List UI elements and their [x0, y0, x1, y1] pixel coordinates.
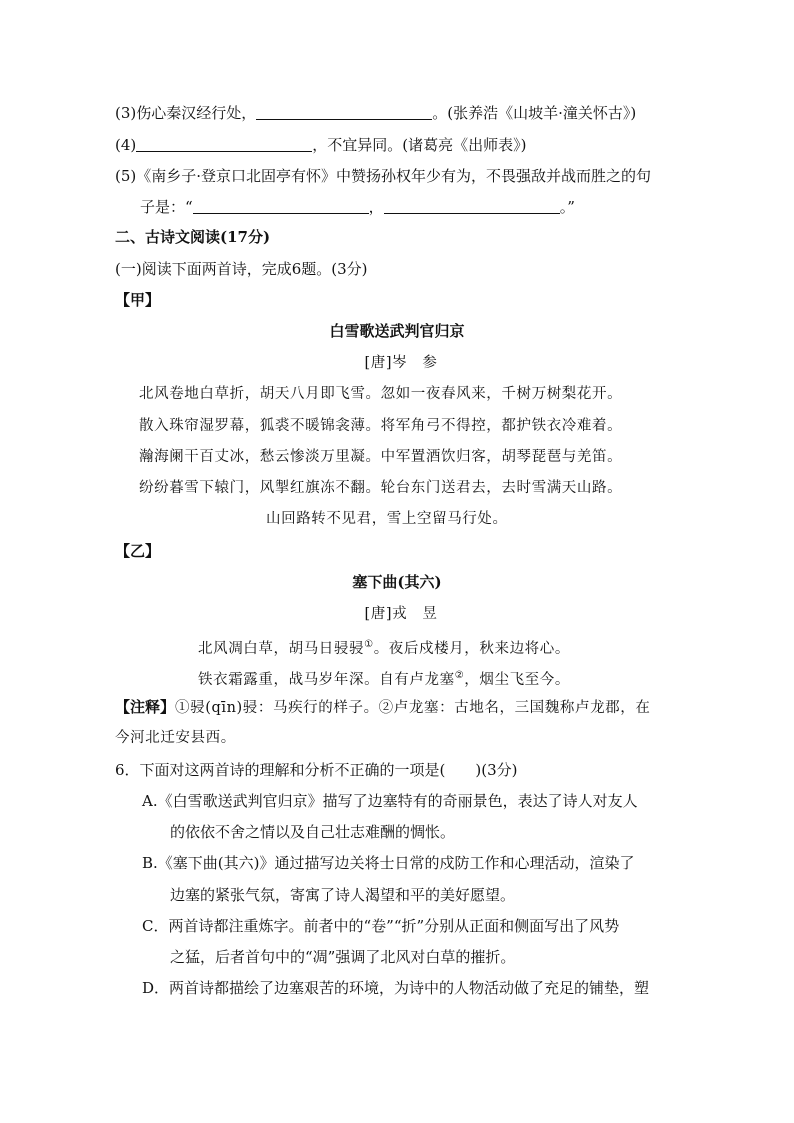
notes-text-1: ①骎(qīn)骎：马疾行的样子。②卢龙塞：古地名，三国魏称卢龙郡，在: [175, 700, 651, 716]
poem-b-title: 塞下曲(其六): [352, 573, 442, 591]
notes-line-1: [115, 697, 651, 718]
option-a-line-2[interactable]: 的依依不舍之情以及自己壮志难酬的惆怅。: [170, 823, 456, 841]
section-instruction: (一)阅读下面两首诗，完成6题。(3分): [115, 260, 368, 278]
question-4: [115, 135, 526, 155]
section-heading: 二、古诗文阅读(17分): [115, 228, 271, 246]
poem-a-line: 山回路转不见君，雪上空留马行处。: [266, 511, 508, 527]
question-6-stem: 6．下面对这两首诗的理解和分析不正确的一项是( )(3分): [115, 761, 518, 779]
poem-b-line-2-rest: ，烟尘飞至今。: [464, 671, 570, 688]
q4-suffix: ，不宜异同。(诸葛亮《出师表》): [312, 136, 527, 154]
poem-a-line: 散入珠帘湿罗幕，狐裘不暖锦衾薄。将军角弓不得控，都护铁衣冷难着。: [139, 418, 623, 434]
q5-prefix: 子是：“: [140, 198, 193, 216]
q5-middle: ，: [368, 198, 384, 216]
q3-suffix: 。(张养浩《山坡羊·潼关怀古》): [432, 104, 637, 122]
q5-blank-1[interactable]: [193, 198, 369, 214]
poem-a-line: 北风卷地白草折，胡天八月即飞雪。忽如一夜春风来，千树万树梨花开。: [139, 386, 623, 402]
q4-prefix: (4): [115, 136, 137, 154]
poem-a-line: 瀚海阑干百丈冰，愁云惨淡万里凝。中军置酒饮归客，胡琴琵琶与羌笛。: [139, 449, 623, 465]
poem-b-line-1-rest: 。夜后戍楼月，秋来边将心。: [373, 640, 570, 657]
footnote-marker: ①: [364, 639, 374, 650]
option-b-line-2[interactable]: 边塞的紧张气氛，寄寓了诗人渴望和平的美好愿望。: [170, 886, 516, 904]
q3-blank[interactable]: [256, 104, 432, 120]
poem-b-tag: 【乙】: [115, 542, 161, 560]
poem-b-line-2-text: 铁衣霜露重，战马岁年深。自有卢龙塞: [198, 671, 455, 688]
notes-line-2: 今河北迁安县西。: [115, 730, 236, 746]
poem-a-title: 白雪歌送武判官归京: [329, 322, 465, 340]
poem-a-author: [唐]岑 参: [364, 355, 438, 371]
q5-blank-2[interactable]: [384, 198, 560, 214]
option-c-line-2[interactable]: 之猛，后者首句中的“凋”强调了北风对白草的摧折。: [170, 948, 516, 966]
option-d-line-1[interactable]: D．两首诗都描绘了边塞艰苦的环境，为诗中的人物活动做了充足的铺垫，塑: [142, 979, 650, 997]
option-c-line-1[interactable]: C．两首诗都注重炼字。前者中的“卷”“折”分别从正面和侧面写出了风势: [142, 917, 620, 935]
option-a-line-1[interactable]: A.《白雪歌送武判官归京》描写了边塞特有的奇丽景色，表达了诗人对友人: [142, 792, 638, 810]
footnote-marker: ②: [454, 670, 465, 681]
notes-label: 【注释】: [115, 698, 176, 716]
q5-suffix: 。”: [559, 198, 575, 216]
poem-b-line-1-text: 北风凋白草，胡马日骎骎: [198, 640, 365, 657]
poem-b-author: [唐]戎 昱: [364, 606, 438, 622]
poem-b-line-1: [198, 635, 570, 659]
question-3: [115, 103, 636, 123]
q4-blank[interactable]: [136, 136, 312, 152]
option-b-line-1[interactable]: B.《塞下曲(其六)》通过描写边关将士日常的戍防工作和心理活动，渲染了: [142, 854, 635, 872]
q3-prefix: (3)伤心秦汉经行处，: [115, 104, 257, 122]
poem-a-line: 纷纷暮雪下辕门，风掣红旗冻不翻。轮台东门送君去，去时雪满天山路。: [139, 480, 623, 496]
question-5-line1: (5)《南乡子·登京口北固亭有怀》中赞扬孙权年少有为，不畏强敌并战而胜之的句: [115, 167, 652, 185]
poem-a-tag: 【甲】: [115, 291, 161, 309]
question-5-line2: [140, 197, 575, 217]
poem-b-line-2: [198, 666, 570, 690]
